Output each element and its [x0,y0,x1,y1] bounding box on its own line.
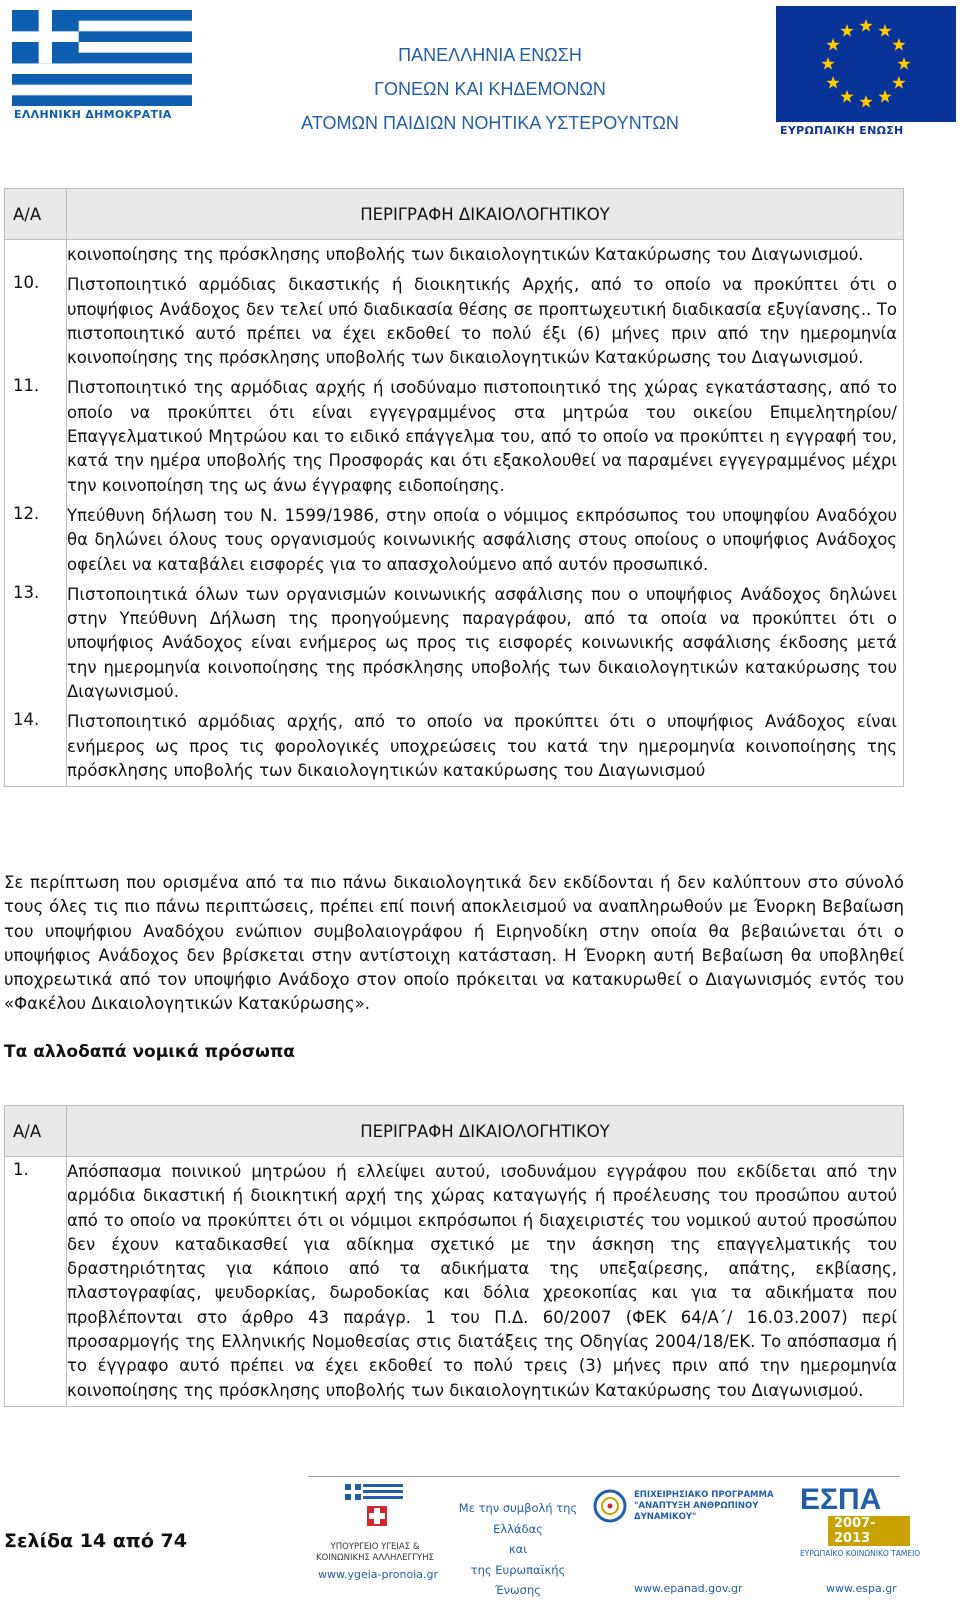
row-description: Πιστοποιητικό της αρμόδιας αρχής ή ισοδύναμο πιστοποιητικό της χώρας εγκατάστασης, από το οποίο να προκύπτει ότι είναι εγγεγραμμένος στα μητρώα του οικείου Επιμελητηρίου/Επαγγελματικού Μητρώου και το ειδικό επάγγελμα του, από το οποίο να προκύπτει η εγγραφή του, κατά την ημέρα υποβολής της Προσφοράς και ότι εξακολουθεί να παραμένει εγγεγραμμένος μέχρι την κοινοποίηση της ως άνω έγγραφης ειδοποίησης. [67,373,904,500]
row-number [5,240,67,271]
row-description: Απόσπασμα ποινικού μητρώου ή ελλείψει αυτού, ισοδυνάμου εγγράφου που εκδίδεται από την αρμόδια δικαστική ή διοικητική αρχή της χώρας καταγωγής ή προέλευσης του προσώπου αυτού από το οποίο να προκύπτει ότι οι νόμιμοι εκπρόσωποι ή διαχειριστές του νομικού αυτού προσώπου δεν έχουν καταδικασθεί για αδίκημα σχετικό με την άσκηση της επαγγελματικής του δραστηριότητας για κάποιο από τα αδικήματα της υπεξαίρεσης, απάτης, εκβίασης, πλαστογραφίας, ψευδορκίας, δωροδοκίας και δόλια χρεοκοπίας και για τα αδικήματα που προβλέπονται στο άρθρο 43 παράγρ. 1 του Π.Δ. 60/2007 (ΦΕΚ 64/Α΄/ 16.03.2007) περί προσαρμογής της Ελληνικής Νομοθεσίας στις διατάξεις της Οδηγίας 2004/18/ΕΚ. Το απόσπασμα ή το έγγραφο αυτό πρέπει να έχει εκδοθεί το πολύ τρεις (3) μήνες πριν από την ημερομηνία κοινοποίησης της πρόσκλησης υποβολής των δικαιολογητικών Κατακύρωσης του Διαγωνισμού. [67,1157,904,1407]
row-number: 12. [5,501,67,580]
table-header-row [5,189,904,240]
organization-title [290,38,690,140]
eu-caption: ΕΥΡΩΠΑΙΚΗ ΕΝΩΣΗ [780,124,904,137]
table-row [5,1157,904,1407]
cofund-line-3: και [508,1542,528,1556]
espa-logo [800,1483,921,1558]
column-header-description: ΠΕΡΙΓΡΑΦΗ ΔΙΚΑΙΟΛΟΓΗΤΙΚΟΥ [67,1106,904,1157]
espa-title: ΕΣΠΑ [800,1483,882,1516]
greek-flag-icon [12,10,192,106]
epanad-title-2: "ΑΝΑΠΤΥΞΗ ΑΝΘΡΩΠΙΝΟΥ ΔΥΝΑΜΙΚΟΥ" [634,1501,759,1522]
foreign-entities-documents-table [4,1105,904,1407]
epanad-logo [590,1486,786,1530]
row-number: 13. [5,580,67,707]
cofund-line-4: της Ευρωπαϊκής [470,1562,566,1577]
sworn-statement-paragraph: Σε περίπτωση που ορισμένα από τα πιο πάνω δικαιολογητικά δεν εκδίδονται ή δεν καλύπτουν στο σύνολό τους όλες τις πιο πάνω περιπτώσεις, πρέπει επί ποινή αποκλεισμού να αναπληρωθούν με Ένορκη Βεβαίωση του υποψήφιου Αναδόχου ενώπιον συμβολαιογράφου ή Ειρηνοδίκη στην οποία θα βεβαιώνεται ότι ο υποψήφιος Ανάδοχος δεν βρίσκεται στην αντίστοιχη κατάσταση. Η Ένορκη αυτή Βεβαίωση θα υποβληθεί υποχρεωτικά από τον υποψήφιο Ανάδοχο στον οποίο πρόκειται να κατακυρωθεί ο Διαγωνισμός εντός του «Φακέλου Δικαιολογητικών Κατακύρωσης». [4,873,904,1014]
section-heading-foreign-entities: Τα αλλοδαπά νομικά πρόσωπα [4,1042,295,1062]
epanad-title-1: ΕΠΙΧΕΙΡΗΣΙΑΚΟ ΠΡΟΓΡΑΜΜΑ [634,1490,774,1500]
row-number: 14. [5,707,67,786]
page-number: Σελίδα 14 από 74 [4,1530,187,1552]
cofund-line-1: Με την συμβολή της [458,1501,578,1515]
row-description: κοινοποίησης της πρόσκλησης υποβολής των δικαιολογητικών Κατακύρωσης του Διαγωνισμού. [67,240,904,271]
row-number: 11. [5,373,67,500]
table-header-row [5,1106,904,1157]
table-row [5,580,904,707]
espa-url-link[interactable]: www.espa.gr [826,1582,897,1595]
epanad-title [634,1490,786,1523]
org-line-2: ΓΟΝΕΩΝ ΚΑΙ ΚΗΔΕΜΟΝΩΝ [374,79,606,99]
page-header [0,0,960,150]
table-row [5,270,904,373]
eu-flag-icon [776,6,956,122]
espa-caption: ΕΥΡΩΠΑΪΚΟ ΚΟΙΝΩΝΙΚΟ ΤΑΜΕΙΟ [800,1549,921,1558]
row-number: 10. [5,270,67,373]
column-header-number: Α/Α [5,1106,67,1157]
table-row [5,501,904,580]
ministry-emblem-icon [345,1484,405,1536]
row-description: Υπεύθυνη δήλωση του Ν. 1599/1986, στην οποία ο νόμιμος εκπρόσωπος του υποψηφίου Αναδόχου θα δηλώνει όλους τους οργανισμούς κοινωνικής ασφάλισης στους οποίους ο υποψήφιος Ανάδοχος οφείλει να καταβάλει εισφορές για το απασχολούμενο από αυτόν προσωπικό. [67,501,904,580]
table-row [5,373,904,500]
row-description: Πιστοποιητικό αρμόδιας αρχής, από το οποίο να προκύπτει ότι ο υποψήφιος Ανάδοχος είναι ενήμερος ως προς τις φορολογικές υποχρεώσεις του κατά την ημερομηνία κοινοποίησης της πρόσκλησης υποβολής των δικαιολογητικών κατακύρωσης του Διαγωνισμού [67,707,904,786]
epanad-url-link[interactable]: www.epanad.gov.gr [634,1582,743,1595]
espa-years: 2007-2013 [828,1516,910,1546]
row-number: 1. [5,1157,67,1407]
footer-divider [308,1476,900,1477]
org-line-1: ΠΑΝΕΛΛΗΝΙΑ ΕΝΩΣΗ [398,45,582,65]
ministry-url-link[interactable]: www.ygeia-pronoia.gr [318,1568,438,1581]
table-row [5,240,904,271]
row-description: Πιστοποιητικά όλων των οργανισμών κοινωνικής ασφάλισης που ο υποψήφιος Ανάδοχος δηλώνει στην Υπεύθυνη Δήλωση της προηγούμενης παραγράφου, από τα οποία να προκύπτει ότι ο υποψήφιος Ανάδοχος είναι ενήμερος ως προς τις εισφορές κοινωνικής ασφάλισης έκδοσης μετά την ημερομηνία κοινοποίησης της πρόσκλησης υποβολής των δικαιολογητικών κατακύρωσης του Διαγωνισμού. [67,580,904,707]
column-header-description: ΠΕΡΙΓΡΑΦΗ ΔΙΚΑΙΟΛΟΓΗΤΙΚΟΥ [67,189,904,240]
cofund-line-5: Ένωσης [495,1583,541,1597]
ministry-caption: ΥΠΟΥΡΓΕΙΟ ΥΓΕΙΑΣ & ΚΟΙΝΩΝΙΚΗΣ ΑΛΛΗΛΕΓΓΥΗΣ [316,1542,434,1563]
org-line-3: ΑΤΟΜΩΝ ΠΑΙΔΙΩΝ ΝΟΗΤΙΚΑ ΥΣΤΕΡΟΥΝΤΩΝ [301,113,679,133]
column-header-number: Α/Α [5,189,67,240]
greek-republic-caption: ΕΛΛΗΝΙΚΗ ΔΗΜΟΚΡΑΤΙΑ [14,108,172,121]
cofunding-statement [448,1498,588,1601]
row-description: Πιστοποιητικό αρμόδιας δικαστικής ή διοικητικής Αρχής, από το οποίο να προκύπτει ότι ο υποψήφιος Ανάδοχος δεν τελεί υπό διαδικασία θέσης σε προπτωχευτική διαδικασία εξυγίανσης.. Το πιστοποιητικό αυτό πρέπει να έχει εκδοθεί το πολύ έξι (6) μήνες πριν από την ημερομηνία κοινοποίησης της πρόσκλησης υποβολής των δικαιολογητικών Κατακύρωσης του Διαγωνισμού. [67,270,904,373]
ministry-logo [310,1484,440,1564]
table-row [5,707,904,786]
cofund-line-2: Ελλάδας [493,1521,543,1536]
documents-table [4,188,904,787]
